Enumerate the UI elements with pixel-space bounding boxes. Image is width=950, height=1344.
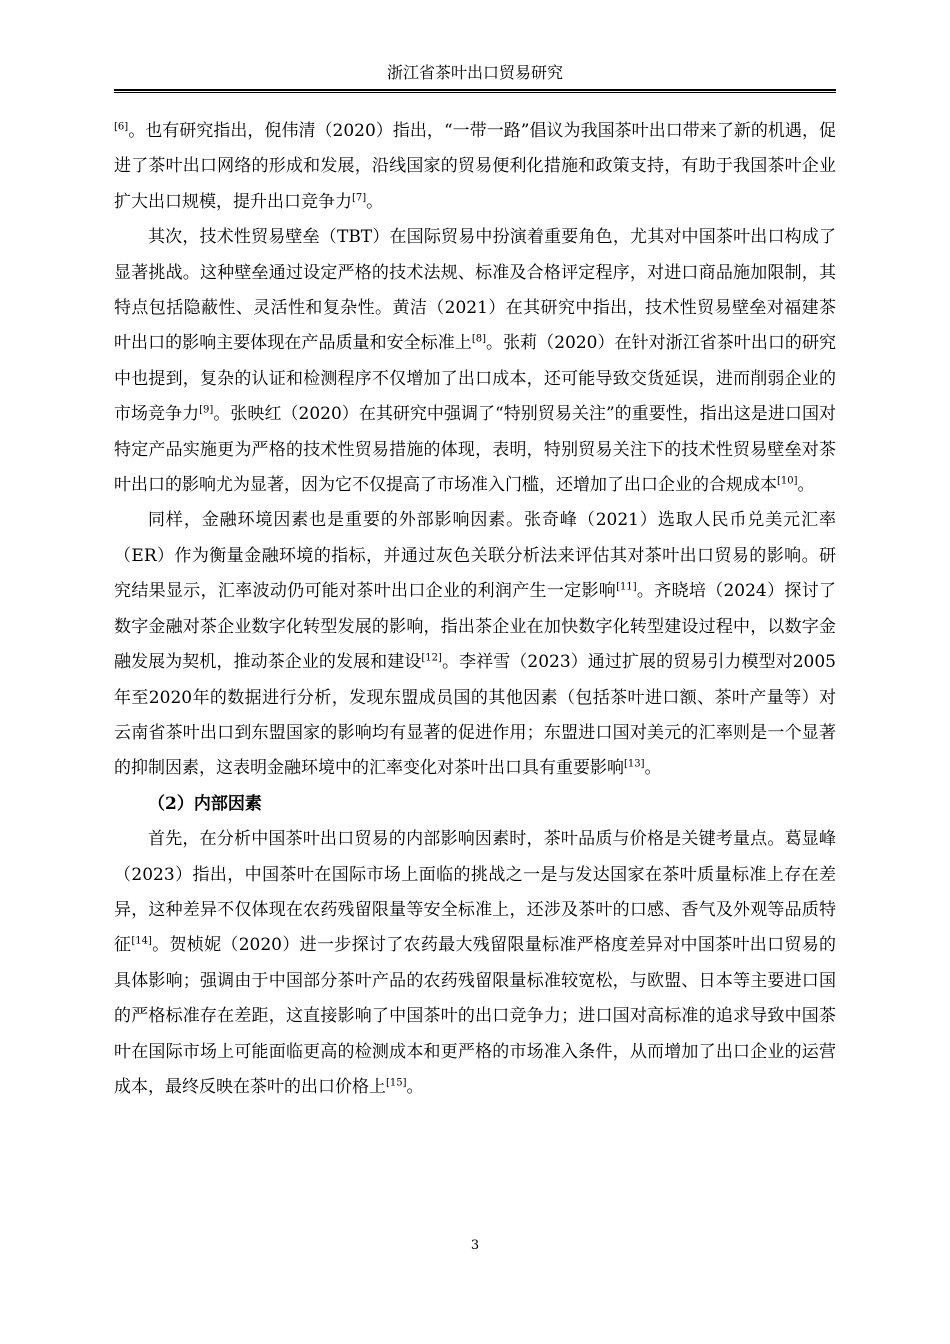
citation: [13] xyxy=(624,758,645,770)
citation: [9] xyxy=(199,404,214,416)
paragraph-text: 。张莉（2020）在针对浙江省茶叶出口的研究中也提到，复杂的认证和检测程序不仅增加了出口成本，还可能导致交货延误，进而削弱企业的市场竞争力 xyxy=(114,333,837,425)
paragraph-text: 。也有研究指出，倪伟清（2020）指出，“一带一路”倡议为我国茶叶出口带来了新的机遇，促进了茶叶出口网络的形成和发展，沿线国家的贸易便利化措施和政策支持，有助于我国茶叶企业扩大出口规模，提升出口竞争力 xyxy=(114,121,836,212)
paragraph-text: 同样，金融环境因素也是重要的外部影响因素。张奇峰（2021）选取人民币兑美元汇率（ER）作为衡量金融环境的指标，并通过灰色关联分析法来评估其对茶叶出口贸易的影响。研究结果显示，汇率波动仍可能对茶叶出口企业的利润产生一定影响 xyxy=(114,510,836,602)
header-rule-thick xyxy=(114,89,836,91)
paragraph-text: 。李祥雪（2023）通过扩展的贸易引力模型对2005年至2020年的数据进行分析，发现东盟成员国的其他因素（包括茶叶进口额、茶叶产量等）对云南省茶叶出口到东盟国家的影响均有显著的促进作用；东盟进口国对美元的汇率则是一个显著的抑制因素，这表明金融环境中的汇率变化对茶叶出口具有重要影响 xyxy=(114,652,836,779)
paragraph-text: 。张映红（2020）在其研究中强调了“特别贸易关注”的重要性，指出这是进口国对特定产品实施更为严格的技术性贸易措施的体现，表明，特别贸易关注下的技术性贸易壁垒对茶叶出口的影响尤为显著，因为它不仅提高了市场准入门槛，还增加了出口企业的合规成本 xyxy=(114,404,837,496)
paragraph-internal xyxy=(114,822,836,1105)
paragraph-tbt xyxy=(114,220,836,503)
citation: [10] xyxy=(777,475,798,487)
header-rule-thin xyxy=(114,92,836,93)
paragraph-text: 。齐晓培（2024）探讨了数字金融对茶企业数字化转型发展的影响，指出茶企业在加快数字化转型建设过程中，以数字金融发展为契机，推动茶企业的发展和建设 xyxy=(114,581,837,673)
section-subheading: （2）内部因素 xyxy=(148,793,262,814)
paragraph-text: 首先，在分析中国茶叶出口贸易的内部影响因素时，茶叶品质与价格是关键考量点。葛显峰（2023）指出，中国茶叶在国际市场上面临的挑战之一是与发达国家在茶叶质量标准上存在差异，这种差异不仅体现在农药残留限量等安全标准上，还涉及茶叶的口感、香气及外观等品质特征 xyxy=(114,829,836,956)
running-header: 浙江省茶叶出口贸易研究 xyxy=(386,63,563,82)
body-text xyxy=(114,114,836,1105)
paragraph-text: 其次，技术性贸易壁垒（TBT）在国际贸易中扮演着重要角色，尤其对中国茶叶出口构成了显著挑战。这种壁垒通过设定严格的技术法规、标准及合格评定程序，对进口商品施加限制，其特点包括隐蔽性、灵活性和复杂性。黄洁（2021）在其研究中指出，技术性贸易壁垒对福建茶叶出口的影响主要体现在产品质量和安全标准上 xyxy=(114,227,836,354)
paragraph-text: 。贺桢妮（2020）进一步探讨了农药最大残留限量标准严格度差异对中国茶叶出口贸易的具体影响；强调由于中国部分茶叶产品的农药残留限量标准较宽松，与欧盟、日本等主要进口国的严格标准存在差距，这直接影响了中国茶叶的出口竞争力；进口国对高标准的追求导致中国茶叶在国际市场上可能面临更高的检测成本和更严格的市场准入条件，从而增加了出口企业的运营成本，最终反映在茶叶的出口价格上 xyxy=(114,935,837,1097)
citation: [14] xyxy=(131,935,152,947)
paragraph-continuation xyxy=(114,114,836,220)
page-number: 3 xyxy=(470,1238,480,1253)
paragraph-text: 。 xyxy=(797,475,815,496)
paragraph-text: 。 xyxy=(406,1076,424,1097)
citation: [8] xyxy=(471,333,486,345)
citation: [15] xyxy=(386,1077,407,1089)
citation: [12] xyxy=(421,652,442,664)
citation: [6] xyxy=(114,121,129,133)
paragraph-text: 。 xyxy=(366,191,384,212)
citation: [11] xyxy=(616,581,637,593)
paragraph-finance xyxy=(114,503,836,786)
citation: [7] xyxy=(352,192,367,204)
paragraph-text: 。 xyxy=(644,758,662,779)
